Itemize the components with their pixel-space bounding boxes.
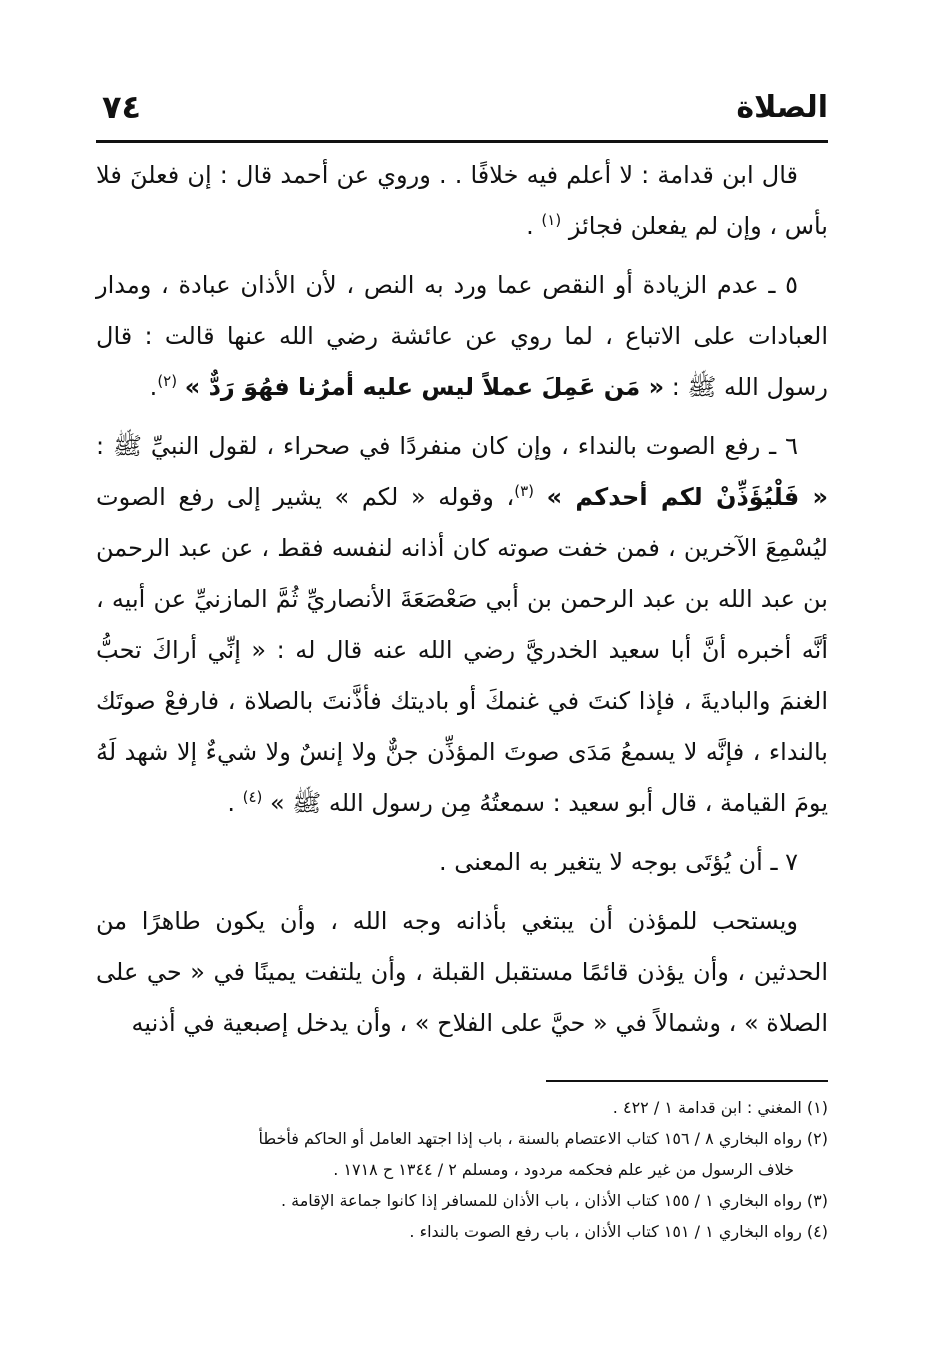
footnote-text: المغني : ابن قدامة ١ / ٤٢٢ . [612,1098,802,1117]
chapter-title: الصلاة [736,90,828,125]
body-text [96,150,828,1061]
paragraph-ibn-qudama [96,150,828,252]
footnote-2 [96,1123,828,1154]
paragraph-text: ٧ ـ أن يُؤتَى بوجه لا يتغير به المعنى . [439,848,798,876]
footnote-number: (١) [806,1098,828,1117]
paragraph-item-7 [96,837,828,888]
paragraph-item-6 [96,421,828,829]
footnote-2-continued [96,1154,828,1185]
footnote-4 [96,1216,828,1247]
paragraph-text: ويستحب للمؤذن أن يبتغي بأذانه وجه الله ، وأن يكون طاهرًا من الحدثين ، وأن يؤذن قائمًا مستقبل القبلة ، وأن يلتفت يمينًا في « حي على الصلاة » ، وشمالاً في « حيَّ على الفلاح » ، وأن يدخل إصبعية في أذنيه [96,907,828,1037]
paragraph-text: ٥ ـ عدم الزيادة أو النقص عما ورد به النص ، لأن الأذان عبادة ، ومدار العبادات على الاتباع ، لما روي عن عائشة رضي الله عنها قالت : قال رسول الله ﷺ : [96,271,828,401]
footnotes [96,1092,828,1247]
footnote-divider [546,1080,828,1082]
header-divider [96,140,828,143]
paragraph-tail: . [526,212,542,240]
paragraph-text: ٦ ـ رفع الصوت بالنداء ، وإن كان منفردًا في صحراء ، لقول النبيِّ ﷺ : [96,432,798,460]
footnote-text: خلاف الرسول من غير علم فحكمه مردود ، ومسلم ٢ / ١٣٤٤ ح ١٧١٨ . [333,1160,794,1179]
page-number: ٧٤ [102,88,142,126]
footnote-text: رواه البخاري ٨ / ١٥٦ كتاب الاعتصام بالسنة ، باب إذا اجتهد العامل أو الحاكم فأخطأ [258,1129,802,1148]
paragraph-tail: . [149,373,158,401]
paragraph-tail: . [227,789,243,817]
footnote-number: (٣) [806,1191,828,1210]
footnote-text: رواه البخاري ١ / ١٥١ كتاب الأذان ، باب رفع الصوت بالنداء . [409,1222,802,1241]
footnote-reference: (١) [541,211,562,229]
footnote-number: (٤) [806,1222,828,1241]
paragraph-text-continued: ، وقوله « لكم » يشير إلى رفع الصوت ليُسْمِعَ الآخرين ، فمن خفت صوته كان أذانه لنفسه فقط ، عن عبد الرحمن بن عبد الله بن عبد الرحمن بن أبي صَعْصَعَةَ الأنصاريِّ ثُمَّ المازنيِّ عن أبيه ، أنَّه أخبره أنَّ أبا سعيد الخدريَّ رضي الله عنه قال له : « إنِّي أراكَ تحبُّ الغنمَ والباديةَ ، فإذا كنتَ في غنمكَ أو باديتك فأذَّنتَ بالصلاة ، فارفعْ صوتَك بالنداء ، فإنَّه لا يسمعُ مَدَى صوتَ المؤذِّن جنٌّ ولا إنسٌ ولا شيءٌ إلا شهد لَهُ يومَ القيامة ، قال أبو سعيد : سمعتُهُ مِن رسول الله ﷺ » [96,483,828,817]
footnote-reference: (٢) [157,372,178,390]
page-header [96,86,828,136]
footnote-1 [96,1092,828,1123]
paragraph-item-5 [96,260,828,413]
footnote-number: (٢) [806,1129,828,1148]
hadith-quote: « فَلْيُؤَذِّنْ لكم أحدكم » [546,483,828,511]
footnote-3 [96,1185,828,1216]
paragraph-text: قال ابن قدامة : لا أعلم فيه خلافًا . . وروي عن أحمد قال : إن فعلنَ فلا بأس ، وإن لم يفعلن فجائز [96,161,828,240]
footnote-reference: (٤) [242,788,263,806]
hadith-quote: « مَن عَمِلَ عملاً ليس عليه أمرُنا فهُوَ رَدٌّ » [184,373,665,401]
footnote-text: رواه البخاري ١ / ١٥٥ كتاب الأذان ، باب الأذان للمسافر إذا كانوا جماعة الإقامة . [280,1191,802,1210]
paragraph-recommendations [96,896,828,1049]
footnote-reference: (٣) [514,482,534,500]
